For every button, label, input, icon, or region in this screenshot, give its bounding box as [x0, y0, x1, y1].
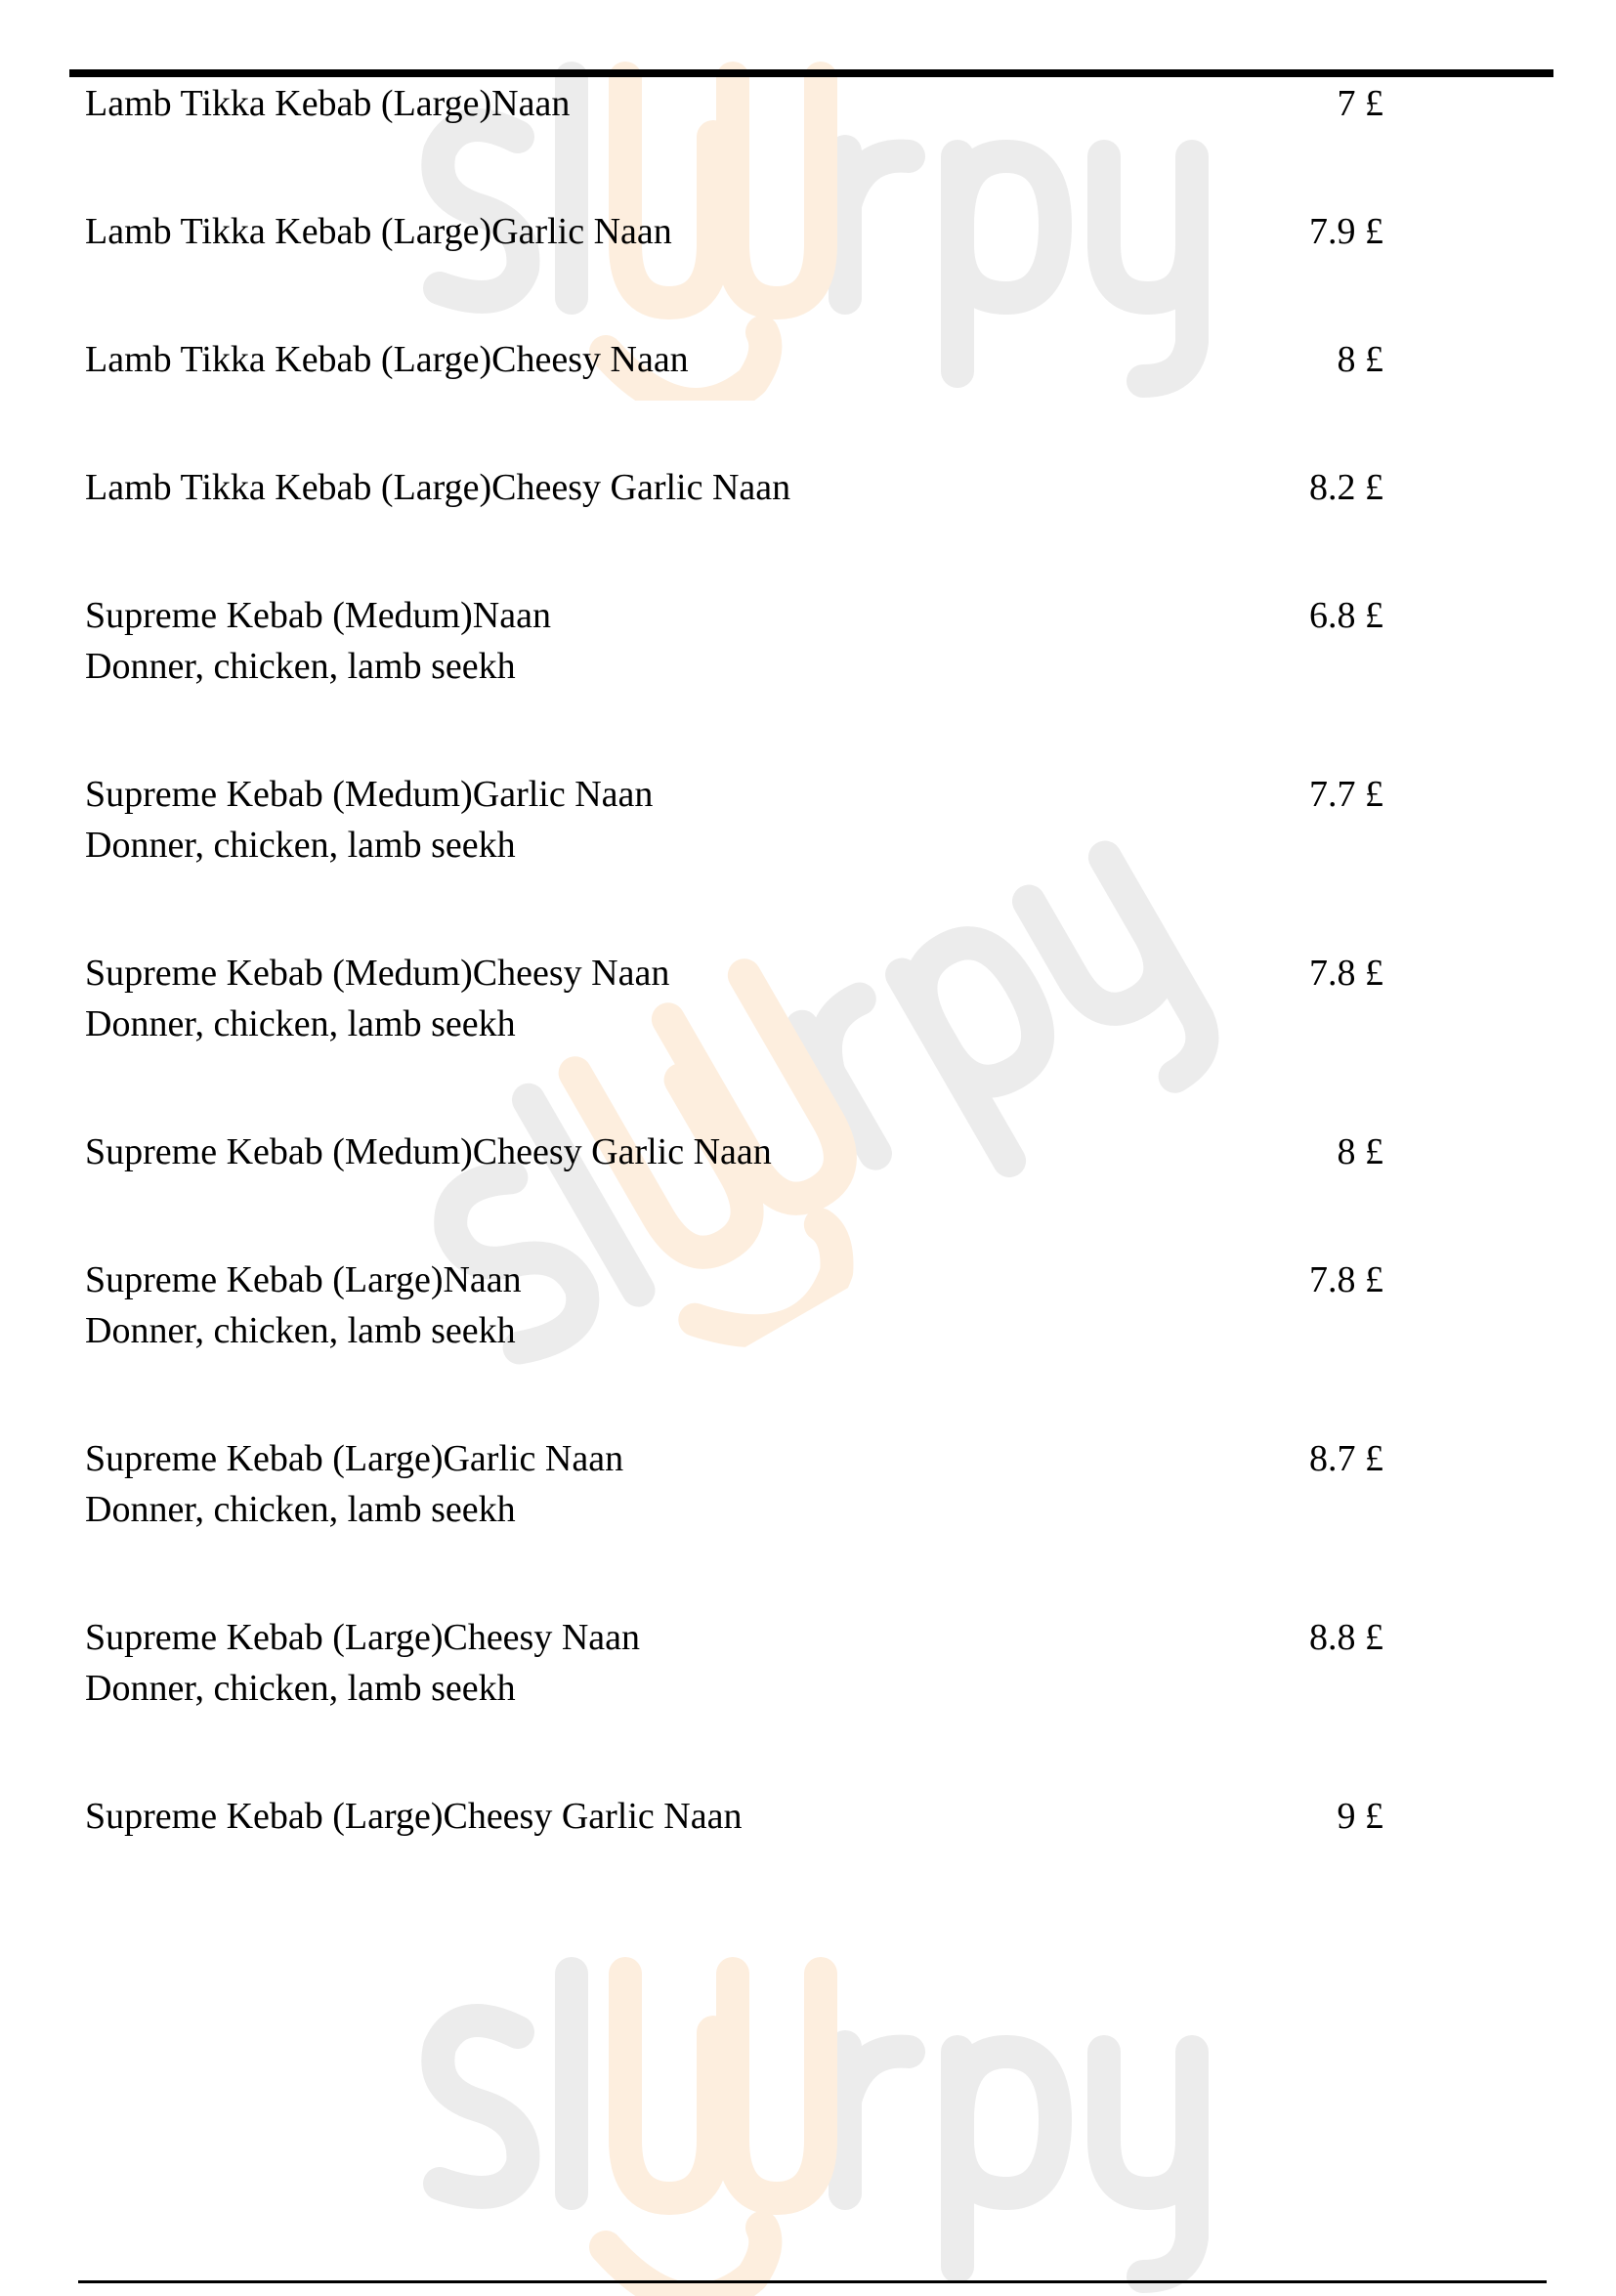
menu-item	[85, 590, 1383, 692]
menu-item-description: Donner, chicken, lamb seekh	[85, 1489, 516, 1530]
menu-item	[85, 1433, 1383, 1535]
menu-item	[85, 206, 1383, 257]
menu-item-text	[85, 462, 790, 513]
menu-item-name: Supreme Kebab (Medum)Naan	[85, 595, 551, 636]
menu-item-price: 7.7 £	[1309, 774, 1383, 815]
menu-item-text	[85, 948, 669, 1049]
menu-item-text	[85, 1433, 623, 1535]
menu-item-text	[85, 1127, 772, 1177]
menu-item-name: Supreme Kebab (Large)Garlic Naan	[85, 1438, 624, 1479]
menu-item	[85, 1127, 1383, 1177]
menu-item	[85, 769, 1383, 871]
menu-item-price: 7.8 £	[1309, 953, 1383, 994]
menu-item-description: Donner, chicken, lamb seekh	[85, 1003, 516, 1044]
menu-item	[85, 1791, 1383, 1842]
menu-item-name: Lamb Tikka Kebab (Large)Garlic Naan	[85, 211, 672, 252]
menu-item-price: 8.7 £	[1309, 1438, 1383, 1479]
menu-item-price: 8.8 £	[1309, 1617, 1383, 1658]
menu-item-text	[85, 334, 689, 385]
menu-item-price: 8 £	[1337, 1131, 1383, 1172]
menu-item-text	[85, 78, 570, 129]
menu-item-price: 7 £	[1337, 83, 1383, 124]
menu-item-name: Lamb Tikka Kebab (Large)Cheesy Naan	[85, 339, 689, 380]
menu-item	[85, 78, 1383, 129]
menu-item-text	[85, 1254, 522, 1356]
menu-item-description: Donner, chicken, lamb seekh	[85, 1310, 516, 1351]
menu-item-description: Donner, chicken, lamb seekh	[85, 646, 516, 687]
menu-item-name: Supreme Kebab (Medum)Cheesy Naan	[85, 953, 670, 994]
menu-item-price: 9 £	[1337, 1796, 1383, 1837]
menu-item-text	[85, 206, 672, 257]
menu-item-price: 7.8 £	[1309, 1259, 1383, 1300]
menu-item-name: Lamb Tikka Kebab (Large)Naan	[85, 83, 571, 124]
bottom-divider	[78, 2280, 1547, 2283]
top-divider	[69, 69, 1553, 77]
menu-item	[85, 1612, 1383, 1714]
menu-item	[85, 948, 1383, 1049]
menu-list	[85, 78, 1383, 1919]
menu-item-name: Supreme Kebab (Large)Cheesy Naan	[85, 1617, 641, 1658]
menu-item-text	[85, 1791, 742, 1842]
menu-item-description: Donner, chicken, lamb seekh	[85, 1668, 516, 1709]
menu-item-name: Lamb Tikka Kebab (Large)Cheesy Garlic Naan	[85, 467, 791, 508]
menu-item-price: 6.8 £	[1309, 595, 1383, 636]
menu-item-name: Supreme Kebab (Medum)Cheesy Garlic Naan	[85, 1131, 772, 1172]
menu-item-text	[85, 769, 653, 871]
menu-item-text	[85, 1612, 640, 1714]
menu-item	[85, 462, 1383, 513]
menu-item-text	[85, 590, 551, 692]
menu-item-price: 7.9 £	[1309, 211, 1383, 252]
menu-item-name: Supreme Kebab (Large)Naan	[85, 1259, 522, 1300]
menu-item-price: 8.2 £	[1309, 467, 1383, 508]
menu-item	[85, 334, 1383, 385]
menu-item-name: Supreme Kebab (Medum)Garlic Naan	[85, 774, 654, 815]
menu-item	[85, 1254, 1383, 1356]
menu-item-name: Supreme Kebab (Large)Cheesy Garlic Naan	[85, 1796, 743, 1837]
menu-item-price: 8 £	[1337, 339, 1383, 380]
menu-item-description: Donner, chicken, lamb seekh	[85, 825, 516, 866]
watermark-logo-bottom	[401, 1954, 1231, 2296]
